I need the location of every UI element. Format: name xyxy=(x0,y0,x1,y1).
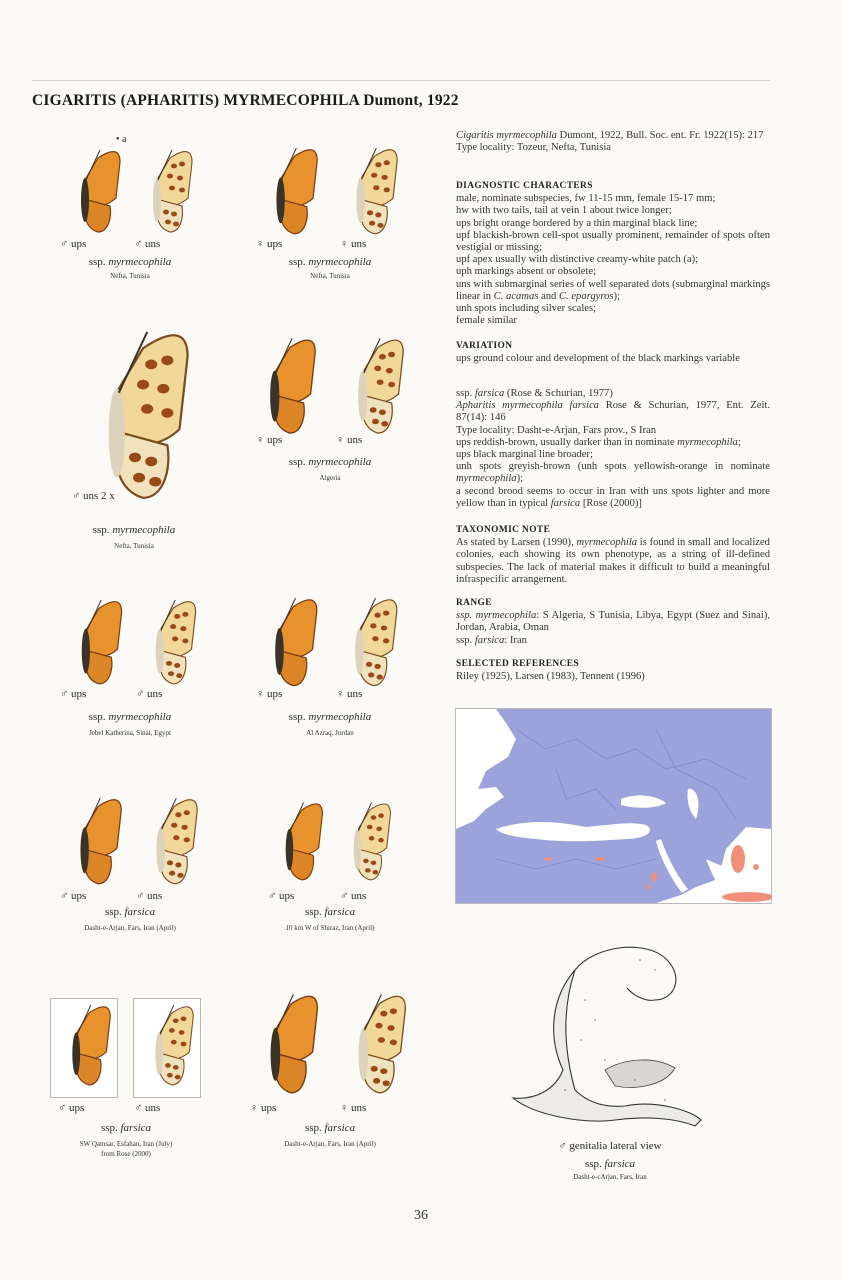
header-rule xyxy=(32,80,770,81)
label-female-ups: ♀ ups xyxy=(250,1102,277,1114)
butterfly-specimen-uns xyxy=(133,1002,201,1092)
ssp-label: ssp. farsica xyxy=(304,1122,356,1134)
ssp-label: ssp. myrmecophila xyxy=(88,711,172,723)
label-female-uns: ♀ uns xyxy=(340,1102,367,1114)
butterfly-specimen-uns xyxy=(130,148,200,238)
butterfly-specimen-ups xyxy=(242,992,328,1100)
label-male-uns: ♂ uns xyxy=(134,1102,161,1114)
section-heading: DIAGNOSTIC CHARACTERS xyxy=(456,181,593,191)
diagnostic-section: DIAGNOSTIC CHARACTERS male, nominate subspecies, fw 11-15 mm, female 15-17 mm; hw with two tails, tail at vein 1 about twice longer; ups bright orange bordered by a thin marginal black line; upf blackish-brown cell-spot usually prominent, remainder of spots often vestigial or missing; upf apex usually with distinctive creamy-white patch (a); uph markings absent or obsolete; uns with submarginal series of well separated dots (submarginal markings linear in C. acamas and C. epargyros); unh spots including silver scales; female similar xyxy=(456,181,770,327)
marker-a: • a xyxy=(116,134,127,145)
butterfly-specimen-ups xyxy=(264,800,330,886)
locality-label: 10 km W of Shiraz, Iran (April) xyxy=(285,924,375,932)
label-male-uns: ♂ uns xyxy=(340,890,367,902)
locality-label: Nefta, Tunisia xyxy=(310,272,350,280)
ssp-label: ssp. farsica xyxy=(104,906,156,918)
label-male-uns-2x: ♂ uns 2 x xyxy=(72,490,115,502)
butterfly-specimen-ups xyxy=(248,596,328,692)
locality-label: SW Qamsar, Esfahan, Iran (July) xyxy=(79,1140,173,1148)
locality-label: Nefta, Tunisia xyxy=(110,272,150,280)
butterfly-specimen-uns xyxy=(132,796,206,890)
butterfly-specimen-uns xyxy=(332,800,398,886)
page-title: CIGARITIS (APHARITIS) MYRMECOPHILA Dumont, 1922 xyxy=(32,92,459,109)
locality-label: Al Azraq, Jordan xyxy=(306,729,354,737)
marker-dot-icon: • xyxy=(116,134,120,145)
label-female-ups: ♀ ups xyxy=(256,238,283,250)
label-male-uns: ♂ uns xyxy=(136,890,163,902)
butterfly-specimen-uns xyxy=(330,146,408,240)
genitalia-caption: ♂ genitalia lateral view xyxy=(558,1140,662,1152)
butterfly-specimen-uns xyxy=(328,596,408,692)
locality-label: Dasht-e-Arjan, Fars, Iran (April) xyxy=(84,924,176,932)
section-heading: VARIATION xyxy=(456,341,513,351)
locality-label: Nefta, Tunisia xyxy=(114,542,154,550)
section-heading: TAXONOMIC NOTE xyxy=(456,525,551,535)
taxonomic-note-section: TAXONOMIC NOTE As stated by Larsen (1990), myrmecophila is found in small and localized colonies, each showing its own phenotype, as a string of ill-defined subspecies. The lack of material makes it difficult to build a meaningful infraspecific arrangement. xyxy=(456,525,770,585)
label-female-ups: ♀ ups xyxy=(256,688,283,700)
butterfly-specimen-ups xyxy=(50,1002,118,1092)
farsica-section: ssp. farsica (Rose & Schurian, 1977) Apharitis myrmecophila farsica Rose & Schurian, 1977, Ent. Zeit. 87(14): 146 Type locality: Dasht-e-Arjan, Fars prov., S Iran ups reddish-brown, usually darker than in nominate myrmecophila; ups black marginal line broader; unh spots greyish-brown (unh spots yellowish-orange in nominate myrmecophila); a second brood seems to occur in Iran with uns spots lighter and more yellow than in typical farsica [Rose (2000)] xyxy=(456,388,771,509)
locality-label: Algeria xyxy=(319,474,341,482)
citation-block: Cigaritis myrmecophila Dumont, 1922, Bull. Soc. ent. Fr. 1922(15): 217 Type locality: Tozeur, Nefta, Tunisia xyxy=(456,130,764,154)
ssp-label: ssp. farsica xyxy=(100,1122,152,1134)
genitalia-ssp: ssp. farsica xyxy=(584,1158,636,1170)
genitalia-locality: Dasht-e-cArjan, Fars, Iran xyxy=(573,1173,647,1181)
butterfly-specimen-ups xyxy=(58,598,130,690)
butterfly-specimen-ups xyxy=(58,148,128,238)
page-number: 36 xyxy=(414,1208,428,1223)
map-graphic xyxy=(456,709,771,903)
label-male-ups: ♂ ups xyxy=(58,1102,85,1114)
range-section: RANGE ssp. myrmecophila: S Algeria, S Tunisia, Libya, Egypt (Suez and Sinai), Jordan, Arabia, Oman ssp. farsica: Iran xyxy=(456,598,770,646)
label-male-uns: ♂ uns xyxy=(136,688,163,700)
label-male-uns: ♂ uns xyxy=(134,238,161,250)
locality-label: Dasht-e-Arjan, Fars, Iran (April) xyxy=(284,1140,376,1148)
butterfly-specimen-ups xyxy=(56,796,130,890)
section-heading: RANGE xyxy=(456,598,492,608)
butterfly-specimen-uns xyxy=(330,992,416,1100)
variation-section: VARIATION ups ground colour and development of the black markings variable xyxy=(456,340,770,365)
label-female-uns: ♀ uns xyxy=(340,238,367,250)
label-female-uns: ♀ uns xyxy=(336,688,363,700)
references-section: SELECTED REFERENCES Riley (1925), Larsen (1983), Tennent (1996) xyxy=(456,658,770,683)
ssp-label: ssp. myrmecophila xyxy=(92,524,176,536)
ssp-label: ssp. myrmecophila xyxy=(288,456,372,468)
label-female-uns: ♀ uns xyxy=(336,434,363,446)
distribution-map xyxy=(455,708,772,904)
ssp-label: ssp. farsica xyxy=(304,906,356,918)
genitalia-drawing xyxy=(505,940,705,1130)
butterfly-specimen-ups xyxy=(250,146,328,240)
label-male-ups: ♂ ups xyxy=(268,890,295,902)
label-male-ups: ♂ ups xyxy=(60,238,87,250)
locality-label: from Rose (2000) xyxy=(101,1150,151,1158)
section-heading: SELECTED REFERENCES xyxy=(456,659,579,669)
ssp-label: ssp. myrmecophila xyxy=(88,256,172,268)
butterfly-specimen-uns xyxy=(132,598,204,690)
label-male-ups: ♂ ups xyxy=(60,890,87,902)
label-female-ups: ♀ ups xyxy=(256,434,283,446)
label-male-ups: ♂ ups xyxy=(60,688,87,700)
butterfly-specimen-ups xyxy=(240,336,328,440)
butterfly-specimen-uns xyxy=(328,336,416,440)
ssp-label: ssp. myrmecophila xyxy=(288,256,372,268)
locality-label: Jebel Katherina, Sinai, Egypt xyxy=(89,729,171,737)
butterfly-specimen-uns-2x xyxy=(58,328,208,510)
ssp-label: ssp. myrmecophila xyxy=(288,711,372,723)
